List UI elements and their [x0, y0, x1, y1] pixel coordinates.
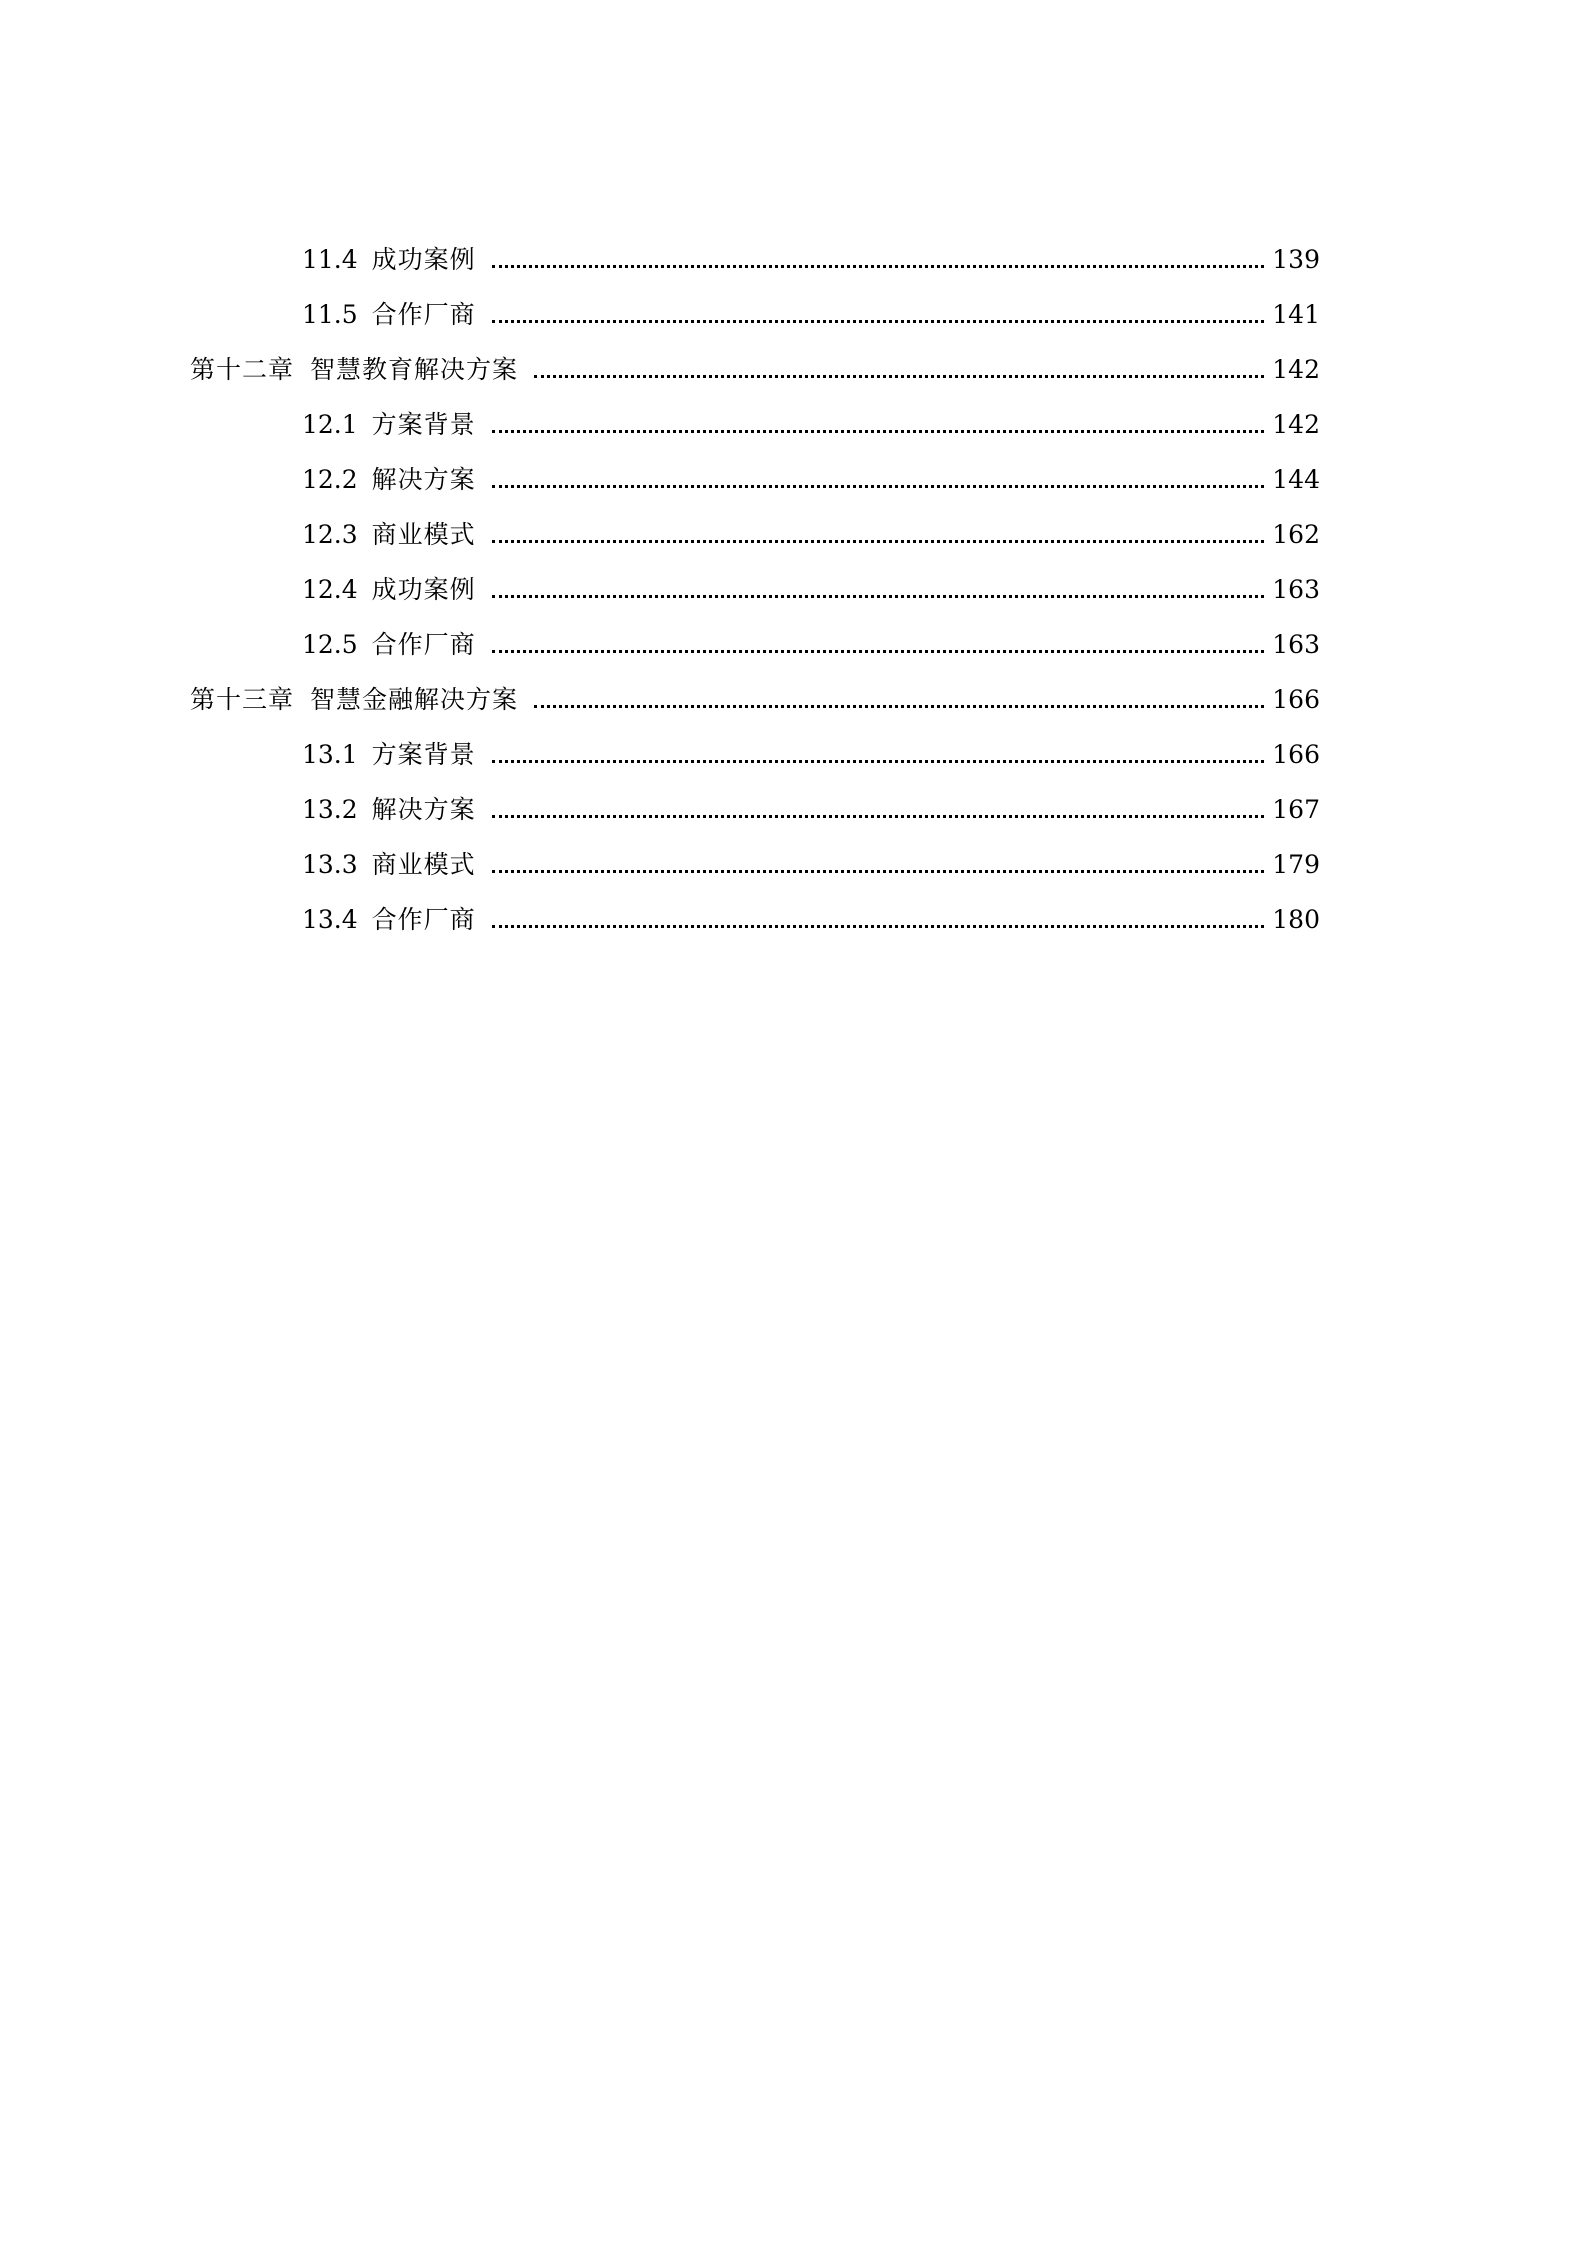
toc-entry-page: 166	[1272, 685, 1320, 714]
toc-entry-title: 合作厂商	[371, 630, 476, 659]
toc-entry-13-4[interactable]	[190, 880, 1320, 935]
toc-entry-11-4[interactable]	[190, 220, 1320, 275]
toc-entry-page: 167	[1272, 795, 1320, 824]
toc-entry-title: 智慧教育解决方案	[310, 355, 519, 384]
toc-entry-title: 智慧金融解决方案	[310, 685, 519, 714]
toc-entry-12-2[interactable]	[190, 440, 1320, 495]
toc-entry-number: 13.4	[302, 905, 358, 934]
toc-entry-title: 合作厂商	[371, 300, 476, 329]
toc-entry-title: 商业模式	[371, 520, 476, 549]
table-of-contents	[190, 220, 1320, 935]
toc-entry-number: 13.3	[302, 850, 358, 879]
toc-entry-11-5[interactable]	[190, 275, 1320, 330]
toc-dot-leader	[492, 320, 1265, 323]
toc-entry-number: 12.1	[302, 410, 358, 439]
toc-entry-12-4[interactable]	[190, 550, 1320, 605]
toc-dot-leader	[534, 375, 1264, 378]
toc-entry-page: 144	[1272, 465, 1320, 494]
toc-dot-leader	[534, 705, 1264, 708]
toc-entry-page: 163	[1272, 575, 1320, 604]
toc-entry-title: 成功案例	[371, 575, 476, 604]
toc-entry-chapter-13[interactable]	[190, 660, 1320, 715]
toc-dot-leader	[492, 870, 1265, 873]
toc-entry-title: 解决方案	[371, 465, 476, 494]
toc-dot-leader	[492, 485, 1265, 488]
toc-entry-12-1[interactable]	[190, 385, 1320, 440]
toc-entry-page: 163	[1272, 630, 1320, 659]
toc-entry-title: 解决方案	[371, 795, 476, 824]
toc-entry-title: 合作厂商	[371, 905, 476, 934]
toc-dot-leader	[492, 430, 1265, 433]
toc-dot-leader	[492, 540, 1265, 543]
toc-entry-number: 12.2	[302, 465, 358, 494]
toc-entry-chapter-12[interactable]	[190, 330, 1320, 385]
toc-dot-leader	[492, 925, 1265, 928]
toc-entry-page: 162	[1272, 520, 1320, 549]
toc-entry-13-2[interactable]	[190, 770, 1320, 825]
toc-entry-number: 13.1	[302, 740, 358, 769]
toc-dot-leader	[492, 815, 1265, 818]
toc-entry-page: 179	[1272, 850, 1320, 879]
toc-entry-title: 商业模式	[371, 850, 476, 879]
toc-entry-page: 142	[1272, 410, 1320, 439]
toc-entry-title: 成功案例	[371, 245, 476, 274]
toc-entry-13-3[interactable]	[190, 825, 1320, 880]
toc-entry-number: 13.2	[302, 795, 358, 824]
toc-entry-12-3[interactable]	[190, 495, 1320, 550]
toc-entry-page: 180	[1272, 905, 1320, 934]
toc-dot-leader	[492, 595, 1265, 598]
toc-entry-number: 12.5	[302, 630, 358, 659]
toc-entry-page: 139	[1272, 245, 1320, 274]
toc-chapter-label: 第十三章	[190, 685, 295, 714]
toc-chapter-label: 第十二章	[190, 355, 295, 384]
toc-entry-number: 12.4	[302, 575, 358, 604]
toc-entry-number: 11.5	[302, 300, 358, 329]
toc-entry-page: 166	[1272, 740, 1320, 769]
toc-entry-number: 12.3	[302, 520, 358, 549]
toc-dot-leader	[492, 650, 1265, 653]
toc-entry-page: 141	[1272, 300, 1320, 329]
toc-entry-12-5[interactable]	[190, 605, 1320, 660]
toc-entry-title: 方案背景	[371, 740, 476, 769]
toc-dot-leader	[492, 760, 1265, 763]
toc-entry-title: 方案背景	[371, 410, 476, 439]
toc-entry-13-1[interactable]	[190, 715, 1320, 770]
toc-entry-page: 142	[1272, 355, 1320, 384]
toc-entry-number: 11.4	[302, 245, 358, 274]
toc-dot-leader	[492, 265, 1265, 268]
